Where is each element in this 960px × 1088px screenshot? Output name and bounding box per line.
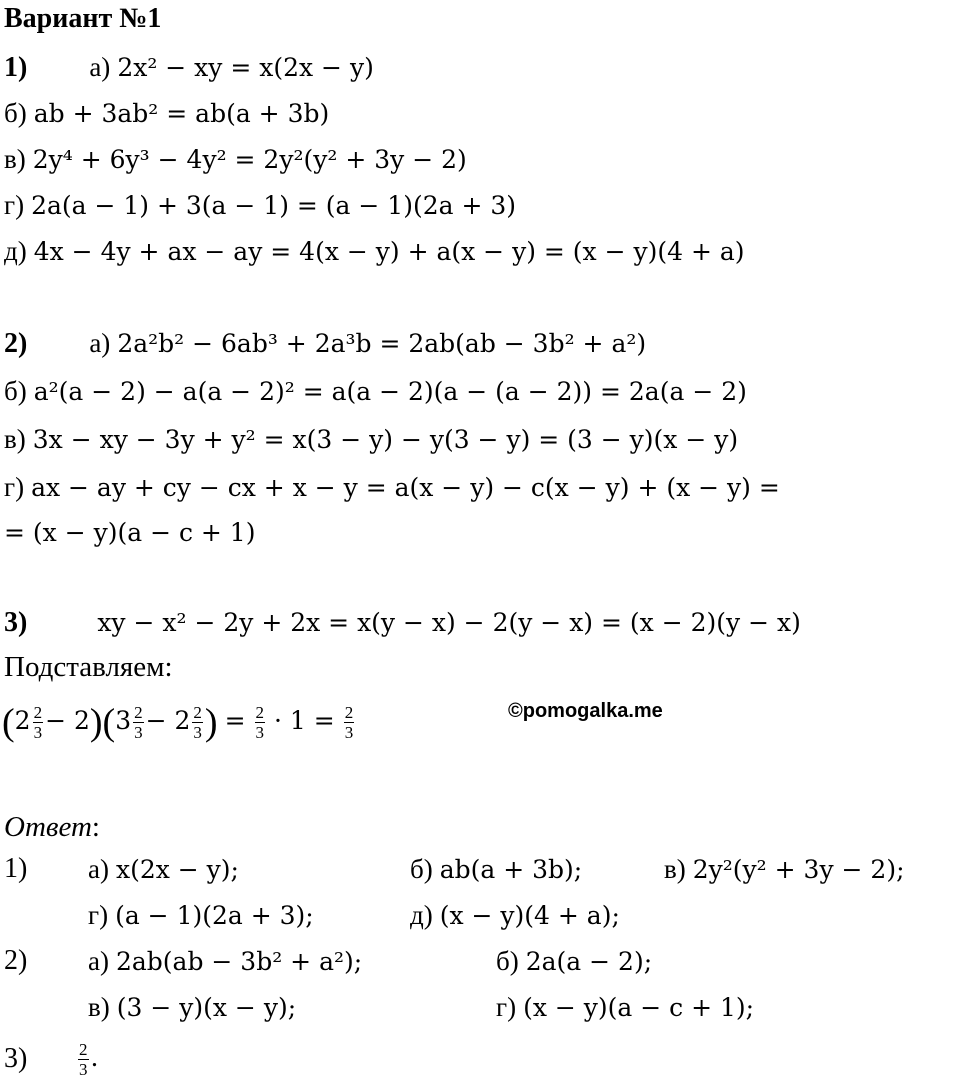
fraction: $\frac{2}{3}$ <box>134 703 143 743</box>
minus-term: − 2 <box>45 706 90 735</box>
task2-v-label: в) <box>4 424 26 454</box>
fraction: $\frac{2}{3}$ <box>33 703 43 743</box>
paren-close: ) <box>89 701 103 744</box>
task2-g-label: г) <box>4 472 25 502</box>
task1-b-label: б) <box>4 98 27 128</box>
fraction: $\frac{2}{3}$ <box>193 703 202 743</box>
fraction: $\frac{2}{3}$ <box>344 703 354 743</box>
task2-b-expr: a²(a − 2) − a(a − 2)² = a(a − 2)(a − (a − 2)) = 2a(a − 2) <box>33 377 747 406</box>
minus-term: − 2 <box>145 706 191 735</box>
task2-line-b <box>4 374 747 409</box>
task2-v-expr: 3x − xy − 3y + y² = x(3 − y) − y(3 − y) = (3 − y)(x − y) <box>32 425 739 454</box>
whole-part: 2 <box>14 706 31 735</box>
page-title: Вариант №1 <box>4 3 162 34</box>
task1-a-label: а) <box>89 52 111 82</box>
paren-open: ( <box>2 701 15 744</box>
task1-a-expr: 2x² − xy = x(2x − y) <box>117 53 374 82</box>
task2-g-expr: ax − ay + cy − cx + x − y = a(x − y) − c(x − y) + (x − y) = <box>31 473 780 502</box>
task2-line-v <box>4 422 738 457</box>
answer1-b: б) ab(a + 3b); <box>410 854 583 884</box>
task1-v-expr: 2y⁴ + 6y³ − 4y² = 2y²(y² + 3y − 2) <box>32 145 467 174</box>
paren-close: ) <box>204 701 218 744</box>
task1-g-expr: 2a(a − 1) + 3(a − 1) = (a − 1)(2a + 3) <box>31 191 517 220</box>
task3-line <box>4 606 801 640</box>
answer2-b: б) 2a(a − 2); <box>496 946 653 976</box>
equals-sign: = <box>224 706 246 735</box>
task1-line-g <box>4 188 516 223</box>
task2-line-g-cont <box>4 516 255 550</box>
whole-part: 3 <box>115 706 132 735</box>
answer1-a: а) x(2x − y); <box>88 854 239 884</box>
task1-line-b <box>4 96 329 131</box>
answer2-v: в) (3 − y)(x − y); <box>88 992 297 1022</box>
task3-expr: xy − x² − 2y + 2x = x(y − x) − 2(y − x) = (x − 2)(y − x) <box>97 608 801 637</box>
answer-heading-word: Ответ <box>4 811 92 843</box>
task1-g-label: г) <box>4 190 25 220</box>
answer1-g: г) (a − 1)(2a + 3); <box>88 900 314 930</box>
watermark: ©pomogalka.me <box>508 700 663 722</box>
answer-heading-colon: : <box>91 811 100 843</box>
task1-d-label: д) <box>4 236 27 266</box>
answer1-n: 1) <box>4 853 28 884</box>
task2-a-expr: 2a²b² − 6ab³ + 2a³b = 2ab(ab − 3b² + a²) <box>117 329 647 358</box>
task1-number: 1) <box>4 52 28 83</box>
task1-b-expr: ab + 3ab² = ab(a + 3b) <box>33 99 330 128</box>
task2-line-a <box>4 326 646 361</box>
task2-b-label: б) <box>4 376 27 406</box>
task1-d-expr: 4x − 4y + ax − ay = 4(x − y) + a(x − y) = (x − y)(4 + a) <box>33 237 745 266</box>
answer2-a: а) 2ab(ab − 3b² + a²); <box>88 946 363 976</box>
answer2-g: г) (x − y)(a − c + 1); <box>496 992 755 1022</box>
substitute-label: Подставляем: <box>4 651 173 683</box>
answer3-value: $\frac{2}{3}$ . <box>79 1040 99 1080</box>
task1-line-v <box>4 142 467 177</box>
answer2-n: 2) <box>4 945 28 976</box>
task2-g-expr-continued: = (x − y)(a − c + 1) <box>4 518 256 547</box>
answer3-n: 3) <box>4 1043 28 1074</box>
fraction: $\frac{2}{3}$ <box>255 703 265 743</box>
answer-heading <box>4 810 100 844</box>
task2-number: 2) <box>4 328 28 359</box>
answer3-fraction: $\frac{2}{3}$ <box>79 1040 88 1080</box>
answer1-d: д) (x − y)(4 + a); <box>410 900 620 930</box>
answer1-v: в) 2y²(y² + 3y − 2); <box>664 854 905 884</box>
task1-line-a <box>4 50 374 85</box>
task1-line-d <box>4 234 745 269</box>
task2-line-g <box>4 470 780 505</box>
task3-number: 3) <box>4 607 28 638</box>
substitution-expression <box>2 698 356 744</box>
paren-open: ( <box>102 701 116 744</box>
task1-v-label: в) <box>4 144 26 174</box>
task2-a-label: а) <box>89 328 111 358</box>
times-one: · 1 = <box>274 706 335 735</box>
